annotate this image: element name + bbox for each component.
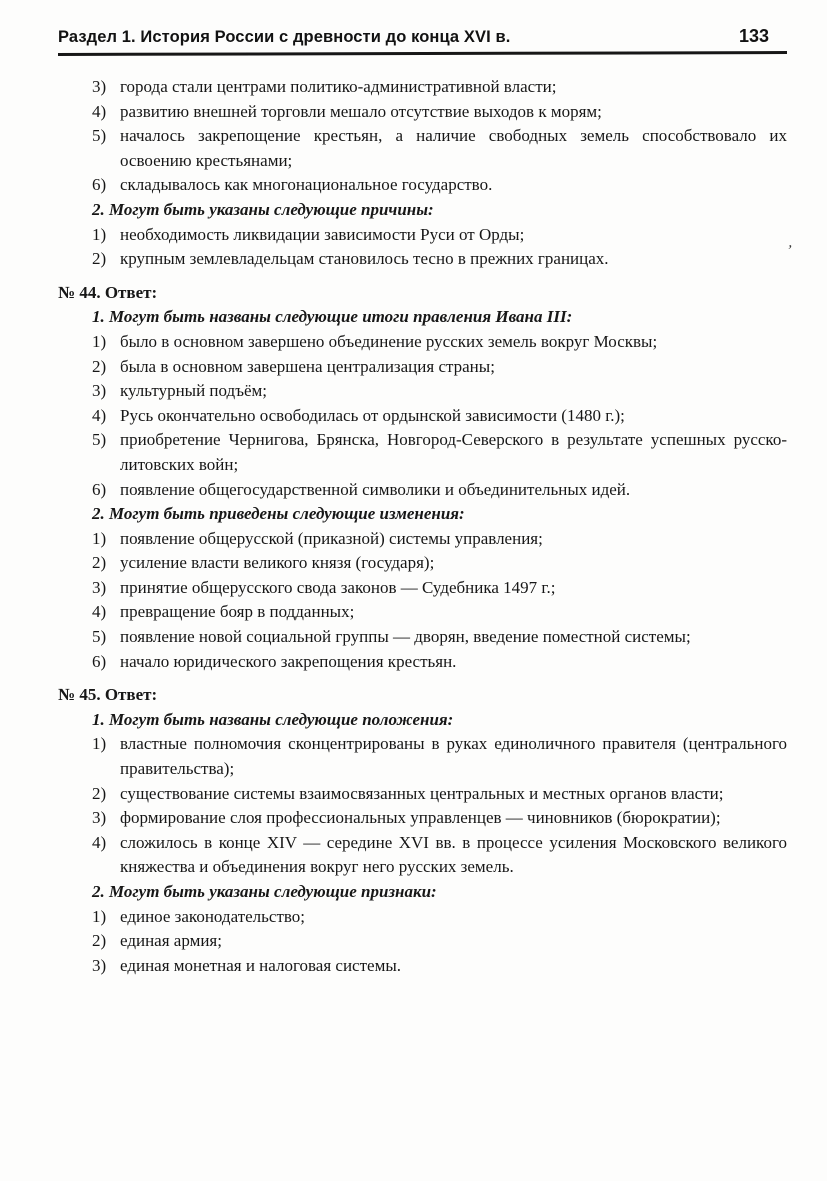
item-number: 3): [92, 808, 107, 828]
item-number: 6): [92, 479, 107, 499]
numbered-item: [58, 732, 787, 781]
item-text: единая монетная и налоговая системы.: [120, 955, 402, 975]
item-number: 5): [92, 627, 107, 647]
numbered-item: [58, 782, 787, 807]
numbered-item: [58, 379, 787, 404]
numbered-item: [58, 428, 787, 477]
answer-subheading: 2. Могут быть приведены следующие изменения:: [92, 504, 465, 524]
scan-artifact-mark: ’: [785, 242, 794, 260]
item-number: 1): [92, 528, 107, 548]
item-number: 4): [92, 405, 107, 425]
page-number: 133: [738, 26, 769, 46]
item-text: Русь окончательно освободилась от ордынской зависимости (1480 г.);: [120, 405, 625, 425]
page-header: [58, 26, 787, 47]
item-number: 3): [92, 381, 107, 401]
numbered-item: [58, 124, 787, 173]
numbered-item: [58, 247, 787, 272]
numbered-item: [58, 223, 787, 248]
item-number: 2): [92, 553, 107, 573]
item-number: 4): [92, 602, 107, 622]
item-number: 1): [92, 906, 107, 926]
numbered-item: [58, 551, 787, 576]
item-text: сложилось в конце XIV — середине XVI вв. в процессе усиления Московского великого княжества и объединения вокруг него русских земель.: [120, 832, 787, 877]
item-text: существование системы взаимосвязанных центральных и местных органов власти;: [120, 783, 724, 803]
item-number: 3): [92, 577, 107, 597]
item-text: единое законодательство;: [120, 906, 306, 926]
item-text: развитию внешней торговли мешало отсутствие выходов к морям;: [120, 101, 602, 121]
numbered-item: [58, 954, 787, 979]
item-number: 2): [92, 249, 107, 269]
item-number: 3): [92, 955, 107, 975]
item-text: приобретение Чернигова, Брянска, Новгород-Северского в результате успешных русско-литовских войн;: [120, 430, 787, 474]
header-rule: [58, 51, 787, 56]
answer-number-title: № 45. Ответ:: [58, 685, 158, 705]
item-text: властные полномочия сконцентрированы в руках единоличного правителя (центрального правительства);: [120, 734, 787, 779]
section-title: Раздел 1. История России с древности до конца XVI в.: [58, 28, 511, 46]
answer-number-title: № 44. Ответ:: [58, 282, 158, 302]
item-text: города стали центрами политико-административной власти;: [120, 77, 557, 96]
item-text: складывалось как многонациональное государство.: [120, 175, 493, 195]
item-number: 1): [92, 224, 107, 244]
numbered-item: [58, 806, 787, 831]
answer-block: [58, 683, 787, 978]
numbered-item: [58, 600, 787, 625]
item-number: 4): [92, 832, 107, 852]
item-text: принятие общерусского свода законов — Судебника 1497 г.;: [120, 577, 556, 597]
numbered-item: [58, 576, 787, 601]
numbered-item: [58, 527, 787, 552]
item-text: необходимость ликвидации зависимости Руси от Орды;: [120, 224, 525, 244]
item-text: появление новой социальной группы — дворян, введение поместной системы;: [120, 627, 691, 647]
numbered-item: [58, 100, 787, 125]
numbered-item: [58, 330, 787, 355]
numbered-item: [58, 404, 787, 429]
item-number: 2): [92, 931, 107, 951]
numbered-item: [58, 905, 787, 930]
answer-subheading: 1. Могут быть названы следующие итоги правления Ивана III:: [92, 307, 573, 327]
item-text: начало юридического закрепощения крестьян.: [120, 651, 457, 671]
answer-subheading: 2. Могут быть указаны следующие причины:: [92, 199, 434, 219]
item-number: 2): [92, 356, 107, 376]
item-text: единая армия;: [120, 931, 222, 951]
item-number: 3): [92, 77, 107, 96]
item-number: 1): [92, 331, 107, 351]
numbered-item: [58, 75, 787, 100]
numbered-item: [58, 831, 787, 880]
item-number: 2): [92, 783, 107, 803]
page-content: [58, 75, 787, 978]
item-number: 6): [92, 651, 107, 671]
numbered-item: [58, 355, 787, 380]
item-text: была в основном завершена централизация страны;: [120, 356, 495, 376]
item-number: 6): [92, 175, 107, 195]
numbered-item: [58, 650, 787, 675]
item-text: появление общерусской (приказной) системы управления;: [120, 528, 543, 548]
item-text: формирование слоя профессиональных управленцев — чиновников (бюрократии);: [120, 808, 721, 828]
item-text: появление общегосударственной символики и объединительных идей.: [120, 479, 631, 499]
item-number: 1): [92, 734, 107, 754]
item-text: превращение бояр в подданных;: [120, 602, 355, 622]
item-text: было в основном завершено объединение русских земель вокруг Москвы;: [120, 331, 658, 351]
numbered-item: [58, 173, 787, 198]
answer-block: [58, 75, 787, 272]
numbered-item: [58, 478, 787, 503]
item-text: усиление власти великого князя (государя);: [120, 553, 435, 573]
item-text: культурный подъём;: [120, 381, 268, 401]
item-text: началось закрепощение крестьян, а наличие свободных земель способствовало их освоению крестьянами;: [120, 126, 787, 170]
item-number: 5): [92, 430, 107, 450]
numbered-item: [58, 929, 787, 954]
answer-subheading: 1. Могут быть названы следующие положения:: [92, 709, 454, 729]
numbered-item: [58, 625, 787, 650]
item-text: крупным землевладельцам становилось тесно в прежних границах.: [120, 249, 609, 269]
item-number: 4): [92, 101, 107, 121]
item-number: 5): [92, 126, 107, 146]
answer-subheading: 2. Могут быть указаны следующие признаки:: [92, 882, 437, 901]
answer-block: [58, 281, 787, 675]
